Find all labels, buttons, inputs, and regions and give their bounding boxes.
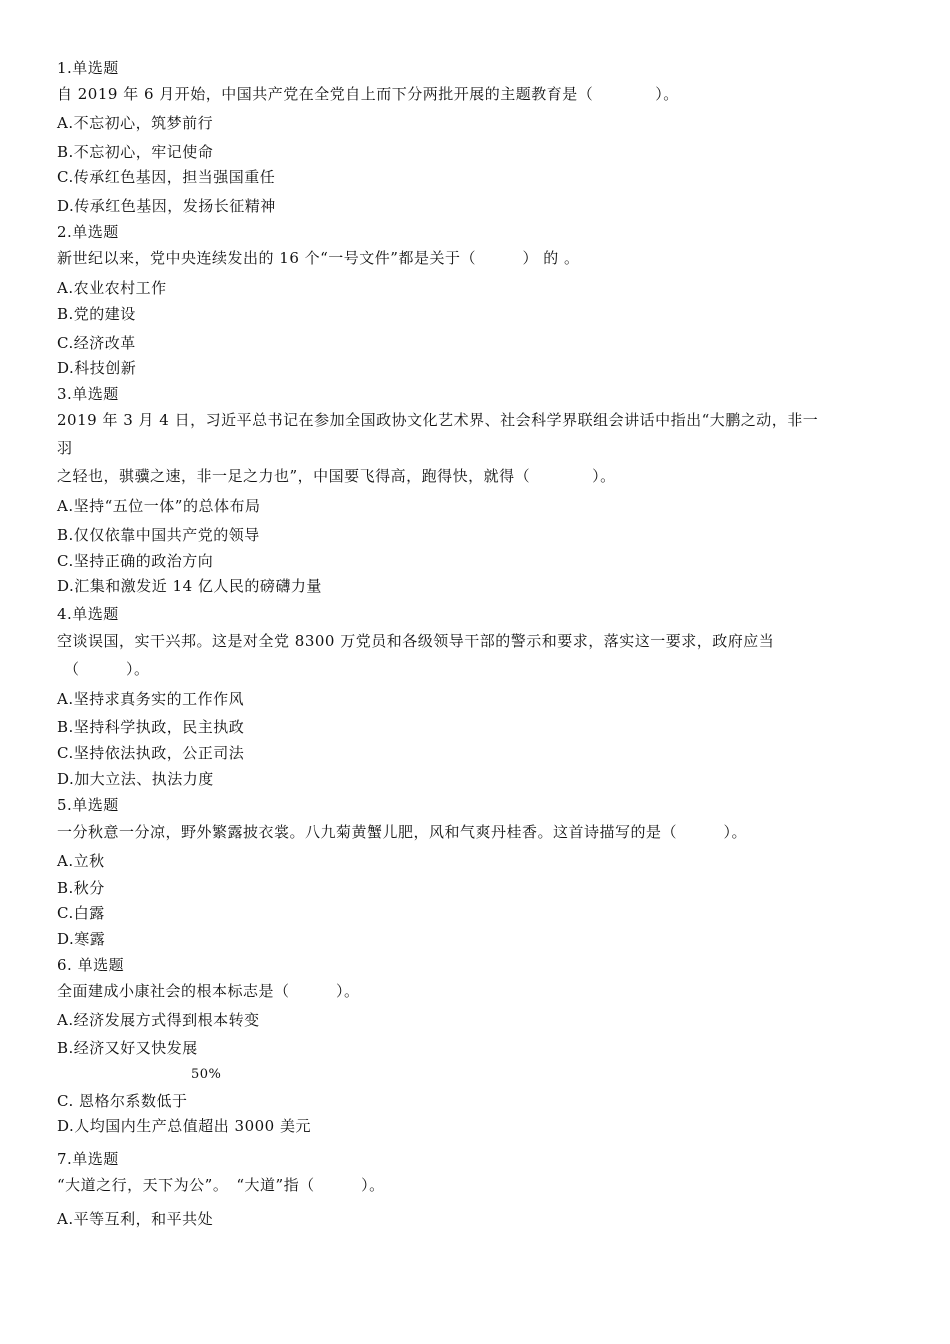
- option-c: C. 恩格尔系数低于: [57, 1092, 188, 1110]
- question-header: 6. 单选题: [57, 956, 125, 974]
- option-c: C.坚持依法执政，公正司法: [57, 744, 245, 762]
- option-a: A.坚持“五位一体”的总体布局: [57, 497, 261, 515]
- option-d: D.科技创新: [57, 359, 137, 377]
- question-header: 4.单选题: [57, 605, 119, 623]
- option-b: B.仅仅依靠中国共产党的领导: [57, 526, 260, 544]
- option-d: D.加大立法、执法力度: [57, 770, 214, 788]
- question-stem-cont: （ ）。: [64, 660, 150, 678]
- option-b: B.不忘初心，牢记使命: [57, 143, 214, 161]
- question-stem: 一分秋意一分凉，野外繁露披衣裳。八九菊黄蟹儿肥，风和气爽丹桂香。这首诗描写的是（ ）。: [57, 823, 748, 841]
- question-stem: 全面建成小康社会的根本标志是（ ）。: [57, 982, 360, 1000]
- question-header: 1.单选题: [57, 59, 119, 77]
- question-stem: 空谈误国，实干兴邦。这是对全党 8300 万党员和各级领导干部的警示和要求，落实这一要求，政府应当: [57, 632, 775, 650]
- option-c: C.经济改革: [57, 334, 136, 352]
- option-c: C.传承红色基因，担当强国重任: [57, 168, 276, 186]
- question-stem-cont: 之轻也，骐骥之速，非一足之力也”，中国要飞得高，跑得快，就得（ ）。: [57, 467, 616, 485]
- question-header: 5.单选题: [57, 796, 119, 814]
- question-stem: “大道之行，天下为公”。 “大道”指（ ）。: [57, 1176, 385, 1194]
- option-a: A.经济发展方式得到根本转变: [57, 1011, 260, 1029]
- option-c-superscript: 50%: [191, 1067, 222, 1082]
- option-b: B.坚持科学执政，民主执政: [57, 718, 245, 736]
- question-stem: 新世纪以来，党中央连续发出的 16 个“一号文件”都是关于（ ） 的 。: [57, 249, 580, 267]
- option-b: B.经济又好又快发展: [57, 1039, 198, 1057]
- question-header: 2.单选题: [57, 223, 119, 241]
- option-c: C.白露: [57, 904, 105, 922]
- option-a: A.不忘初心，筑梦前行: [57, 114, 214, 132]
- option-a: A.农业农村工作: [57, 279, 167, 297]
- option-a: A.平等互利，和平共处: [57, 1210, 214, 1228]
- option-d: D.汇集和激发近 14 亿人民的磅礴力量: [57, 577, 322, 595]
- question-stem-cont: 羽: [57, 439, 73, 457]
- question-stem: 2019 年 3 月 4 日，习近平总书记在参加全国政协文化艺术界、社会科学界联组会讲话中指出“大鹏之动，非一: [57, 411, 819, 429]
- option-b: B.党的建设: [57, 305, 136, 323]
- question-header: 7.单选题: [57, 1150, 119, 1168]
- option-a: A.坚持求真务实的工作作风: [57, 690, 245, 708]
- question-stem: 自 2019 年 6 月开始，中国共产党在全党自上而下分两批开展的主题教育是（ ）。: [57, 85, 679, 103]
- option-b: B.秋分: [57, 879, 105, 897]
- option-a: A.立秋: [57, 852, 105, 870]
- question-header: 3.单选题: [57, 385, 119, 403]
- option-d: D.人均国内生产总值超出 3000 美元: [57, 1117, 311, 1135]
- option-d: D.传承红色基因，发扬长征精神: [57, 197, 276, 215]
- option-c: C.坚持正确的政治方向: [57, 552, 214, 570]
- option-d: D.寒露: [57, 930, 106, 948]
